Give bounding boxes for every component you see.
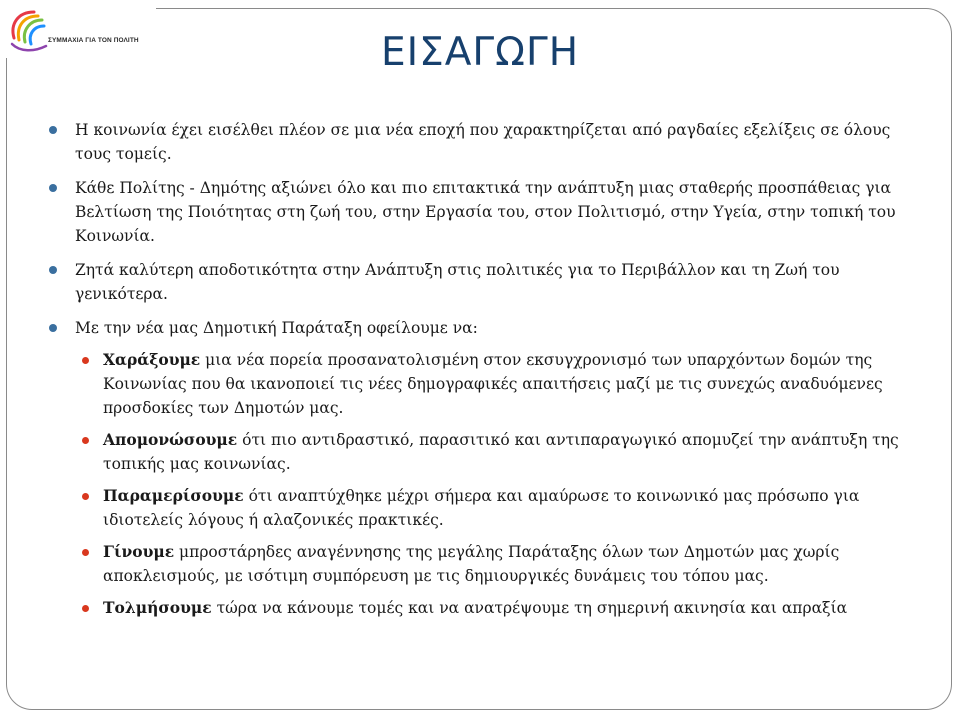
bullet-item	[48, 118, 928, 166]
logo	[0, 0, 156, 58]
slide-title: ΕΙΣΑΓΩΓΗ	[380, 30, 580, 75]
sub-bullet-keyword: Γίνουμε	[103, 542, 175, 561]
sub-bullet-text: τώρα να κάνουμε τομές και να ανατρέψουμε τη σημερινή ακινησία και απραξία	[211, 599, 848, 617]
sub-bullet-dot-icon	[82, 357, 89, 364]
bullet-item	[48, 176, 928, 248]
bullet-dot-icon	[49, 126, 57, 134]
bullet-item	[48, 258, 928, 306]
bullet-list	[48, 118, 928, 620]
sub-bullet-keyword: Απομονώσουμε	[103, 430, 238, 449]
bullet-item	[48, 316, 928, 620]
slide-content	[48, 118, 928, 630]
sub-bullet-item	[48, 348, 928, 420]
bullet-text: Η κοινωνία έχει εισέλθει πλέον σε μια νέα εποχή που χαρακτηρίζεται από ραγδαίες εξελίξεις σε όλους τους τομείς.	[75, 121, 891, 163]
bullet-dot-icon	[49, 266, 57, 274]
sub-bullet-item	[48, 428, 928, 476]
sub-bullet-item	[48, 540, 928, 588]
sub-bullet-keyword: Χαράξουμε	[103, 350, 201, 369]
sub-bullet-keyword: Παραμερίσουμε	[103, 486, 244, 505]
bullet-text: Με την νέα μας Δημοτική Παράταξη οφείλουμε να:	[75, 319, 478, 337]
bullet-text: Κάθε Πολίτης - Δημότης αξιώνει όλο και πιο επιτακτικά την ανάπτυξη μιας σταθερής προσπάθειας για Βελτίωση της Ποιότητας στη ζωή του, στην Εργασία του, στον Πολιτισμό, στην Υγεία, στην τοπική του Κοινωνία.	[75, 179, 896, 245]
bullet-dot-icon	[49, 184, 57, 192]
bullet-text: Ζητά καλύτερη αποδοτικότητα στην Ανάπτυξη στις πολιτικές για το Περιβάλλον και τη Ζωή του γενικότερα.	[75, 261, 840, 303]
sub-bullet-dot-icon	[82, 605, 89, 612]
sub-bullet-text: μπροστάρηδες αναγέννησης της μεγάλης Παράταξης όλων των Δημοτών μας χωρίς αποκλεισμούς, με ισότιμη συμπόρευση με τις δημιουργικές δυνάμεις του τόπου μας.	[103, 543, 840, 585]
sub-bullet-dot-icon	[82, 549, 89, 556]
sub-bullet-dot-icon	[82, 437, 89, 444]
sub-bullet-item	[48, 484, 928, 532]
bullet-dot-icon	[49, 324, 57, 332]
logo-text: ΣΥΜΜΑΧΙΑ ΓΙΑ ΤΟΝ ΠΟΛΙΤΗ	[48, 37, 139, 44]
sub-bullet-text: ότι πιο αντιδραστικό, παρασιτικό και αντιπαραγωγικό απομυζεί την ανάπτυξη της τοπικής μας κοινωνίας.	[103, 431, 899, 473]
sub-bullet-item	[48, 596, 928, 620]
swirl-logo-icon	[4, 4, 52, 56]
sub-bullet-text: μια νέα πορεία προσανατολισμένη στον εκσυγχρονισμό των υπαρχόντων δομών της Κοινωνίας που θα ικανοποιεί τις νέες δημογραφικές απαιτήσεις μαζί με τις συνεχώς αναδυόμενες προσδοκίες των Δημοτών μας.	[103, 351, 883, 417]
sub-bullet-keyword: Τολμήσουμε	[103, 598, 212, 617]
sub-bullet-dot-icon	[82, 493, 89, 500]
sub-bullet-list	[48, 348, 928, 620]
sub-bullet-text: ότι αναπτύχθηκε μέχρι σήμερα και αμαύρωσε το κοινωνικό μας πρόσωπο για ιδιοτελείς λόγους ή αλαζονικές πρακτικές.	[103, 487, 860, 529]
